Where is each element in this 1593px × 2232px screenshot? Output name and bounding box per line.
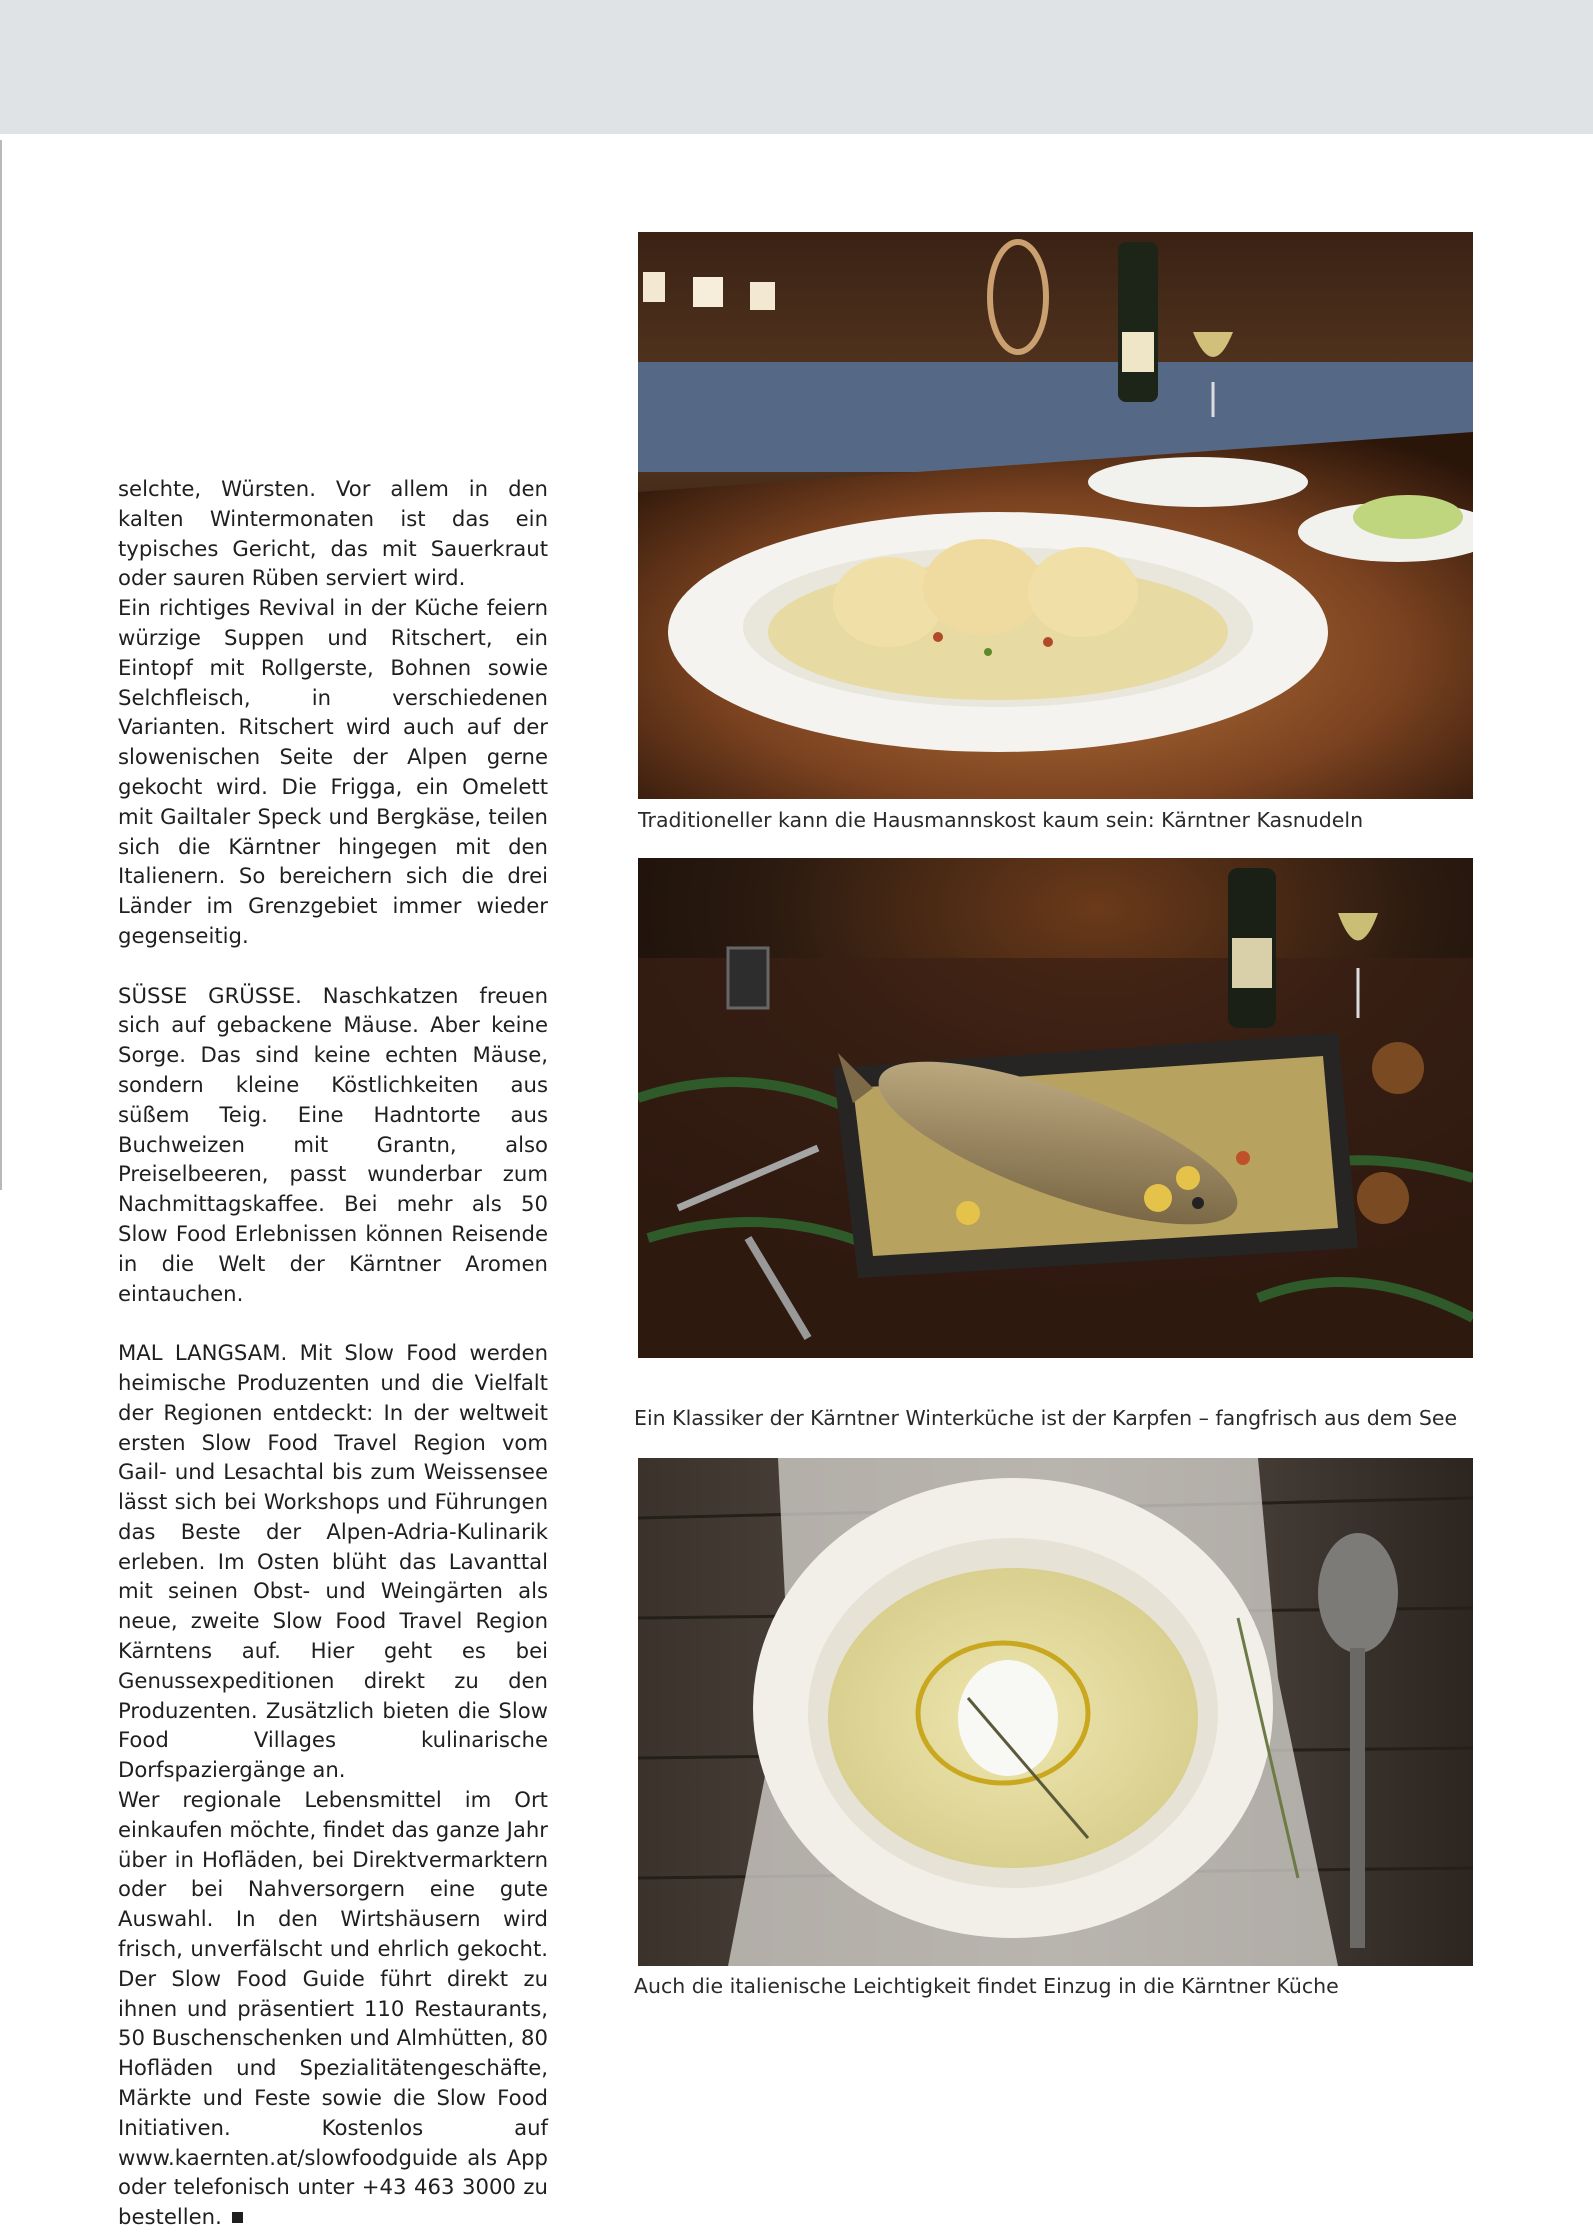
paragraph-1: selchte, Würsten. Vor allem in den kalten Wintermonaten ist das ein typisches Gericht, das mit Sauerkraut oder sauren Rüben serviert wird. xyxy=(118,476,548,591)
photo-karpfen xyxy=(638,858,1473,1358)
caption-suppe: Auch die italienische Leichtigkeit findet Einzug in die Kärntner Küche xyxy=(634,1974,1339,1998)
article-text-column xyxy=(118,474,548,2232)
caption-karpfen: Ein Klassiker der Kärntner Winterküche ist der Karpfen – fangfrisch aus dem See xyxy=(634,1406,1458,1430)
paragraph-slow-food-guide xyxy=(118,1785,548,2232)
photo-kasnudeln xyxy=(638,232,1473,799)
paragraph-slow-food-guide-text: Wer regionale Lebensmittel im Ort einkaufen möchte, findet das ganze Jahr über in Hofläden, bei Direktvermarktern oder bei Nahversorgern eine gute Auswahl. In den Wirtshäusern wird frisch, unverfälscht und ehrlich gekocht. Der Slow Food Guide führt direkt zu ihnen und präsentiert 110 Restaurants, 50 Buschenschenken und Almhütten, 80 Hofläden und Spezialitätengeschäfte, Märkte und Feste sowie die Slow Food Initiativen. Kostenlos auf www.kaernten.at/slowfoodguide als App oder telefonisch unter +43 463 3000 zu bestellen. xyxy=(118,1787,548,2230)
paragraph-mal-langsam: MAL LANGSAM. Mit Slow Food werden heimische Produzenten und die Vielfalt der Regionen entdeckt: In der weltweit ersten Slow Food Travel Region vom Gail- und Lesachtal bis zum Weissensee lässt sich bei Workshops und Führungen das Beste der Alpen-Adria-Kulinarik erleben. Im Osten blüht das Lavanttal mit seinen Obst- und Weingärten als neue, zweite Slow Food Travel Region Kärntens auf. Hier geht es bei Genussexpeditionen direkt zu den Produzenten. Zusätzlich bieten die Slow Food Villages kulinarische Dorfspaziergänge an. xyxy=(118,1340,548,1783)
paragraph-suesse-gruesse: SÜSSE GRÜSSE. Naschkatzen freuen sich auf gebackene Mäuse. Aber keine Sorge. Das sind keine echten Mäuse, sondern kleine Köstlichkeiten aus süßem Teig. Eine Hadntorte aus Buchweizen mit Grantn, also Preiselbeeren, passt wunderbar zum Nachmittagskaffee. Bei mehr als 50 Slow Food Erlebnissen können Reisende in die Welt der Kärntner Aromen eintauchen. xyxy=(118,982,548,1306)
page-edge-rule xyxy=(0,140,2,1190)
caption-kasnudeln: Traditioneller kann die Hausmannskost kaum sein: Kärntner Kasnudeln xyxy=(638,808,1364,832)
top-color-band xyxy=(0,0,1593,134)
paragraph-2: Ein richtiges Revival in der Küche feiern würzige Suppen und Ritschert, ein Eintopf mit Rollgerste, Bohnen sowie Selchfleisch, in verschiedenen Varianten. Ritschert wird auch auf der slowenischen Seite der Alpen gerne gekocht wird. Die Frigga, ein Omelett mit Gailtaler Speck und Bergkäse, teilen sich die Kärntner hingegen mit den Italienern. So bereichern sich die drei Länder im Grenzgebiet immer wieder gegenseitig. xyxy=(118,595,548,948)
photo-suppe xyxy=(638,1458,1473,1966)
article-end-mark xyxy=(232,2212,243,2223)
